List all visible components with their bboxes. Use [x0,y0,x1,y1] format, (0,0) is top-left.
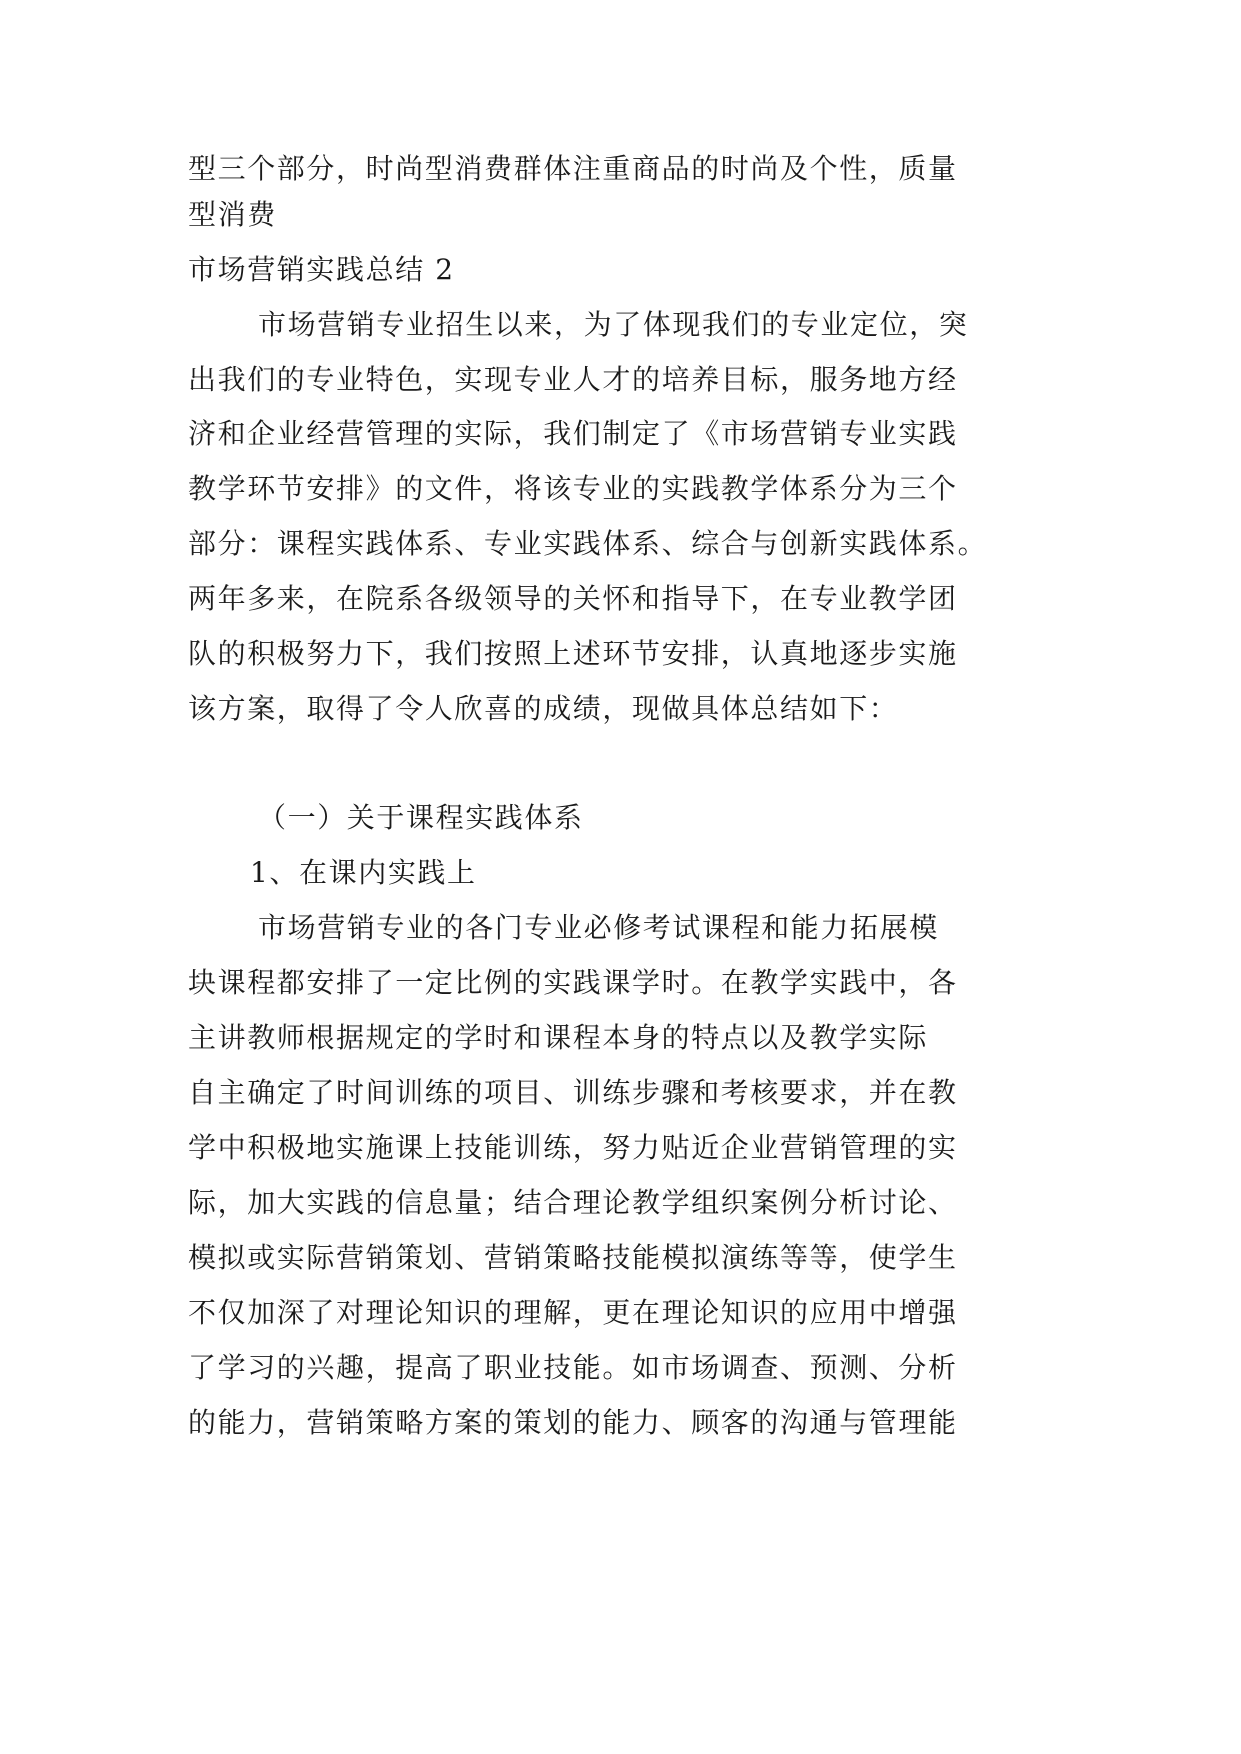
text-line: 了学习的兴趣，提高了职业技能。如市场调查、预测、分析 [188,1351,958,1384]
text-line: 市场营销专业的各门专业必修考试课程和能力拓展模 [258,911,939,944]
text-line: 市场营销专业招生以来，为了体现我们的专业定位，突 [258,308,969,341]
text-line: 部分：课程实践体系、专业实践体系、综合与创新实践体系。 [188,527,988,560]
text-line: 的能力，营销策略方案的策划的能力、顾客的沟通与管理能 [188,1406,958,1439]
text-line: 学中积极地实施课上技能训练，努力贴近企业营销管理的实 [188,1131,958,1164]
text-line: 际，加大实践的信息量；结合理论教学组织案例分析讨论、 [188,1186,958,1219]
text-line: 队的积极努力下，我们按照上述环节安排，认真地逐步实施 [188,637,958,670]
subsection-heading: 1、在课内实践上 [250,856,477,889]
text-line: 该方案，取得了令人欣喜的成绩，现做具体总结如下： [188,692,899,725]
section-title: 市场营销实践总结 2 [188,253,455,286]
text-line: 自主确定了时间训练的项目、训练步骤和考核要求，并在教 [188,1076,958,1109]
text-line: 两年多来，在院系各级领导的关怀和指导下，在专业教学团 [188,582,958,615]
text-line: 教学环节安排》的文件，将该专业的实践教学体系分为三个 [188,472,958,505]
subsection-heading: （一）关于课程实践体系 [258,801,584,834]
text-line: 型三个部分，时尚型消费群体注重商品的时尚及个性，质量 [188,152,958,185]
text-line: 型消费 [188,198,277,231]
text-line: 块课程都安排了一定比例的实践课学时。在教学实践中，各 [188,966,958,999]
text-line: 模拟或实际营销策划、营销策略技能模拟演练等等，使学生 [188,1241,958,1274]
text-line: 主讲教师根据规定的学时和课程本身的特点以及教学实际 [188,1021,929,1054]
text-line: 出我们的专业特色，实现专业人才的培养目标，服务地方经 [188,363,958,396]
text-line: 不仅加深了对理论知识的理解，更在理论知识的应用中增强 [188,1296,958,1329]
text-line: 济和企业经营管理的实际，我们制定了《市场营销专业实践 [188,417,958,450]
